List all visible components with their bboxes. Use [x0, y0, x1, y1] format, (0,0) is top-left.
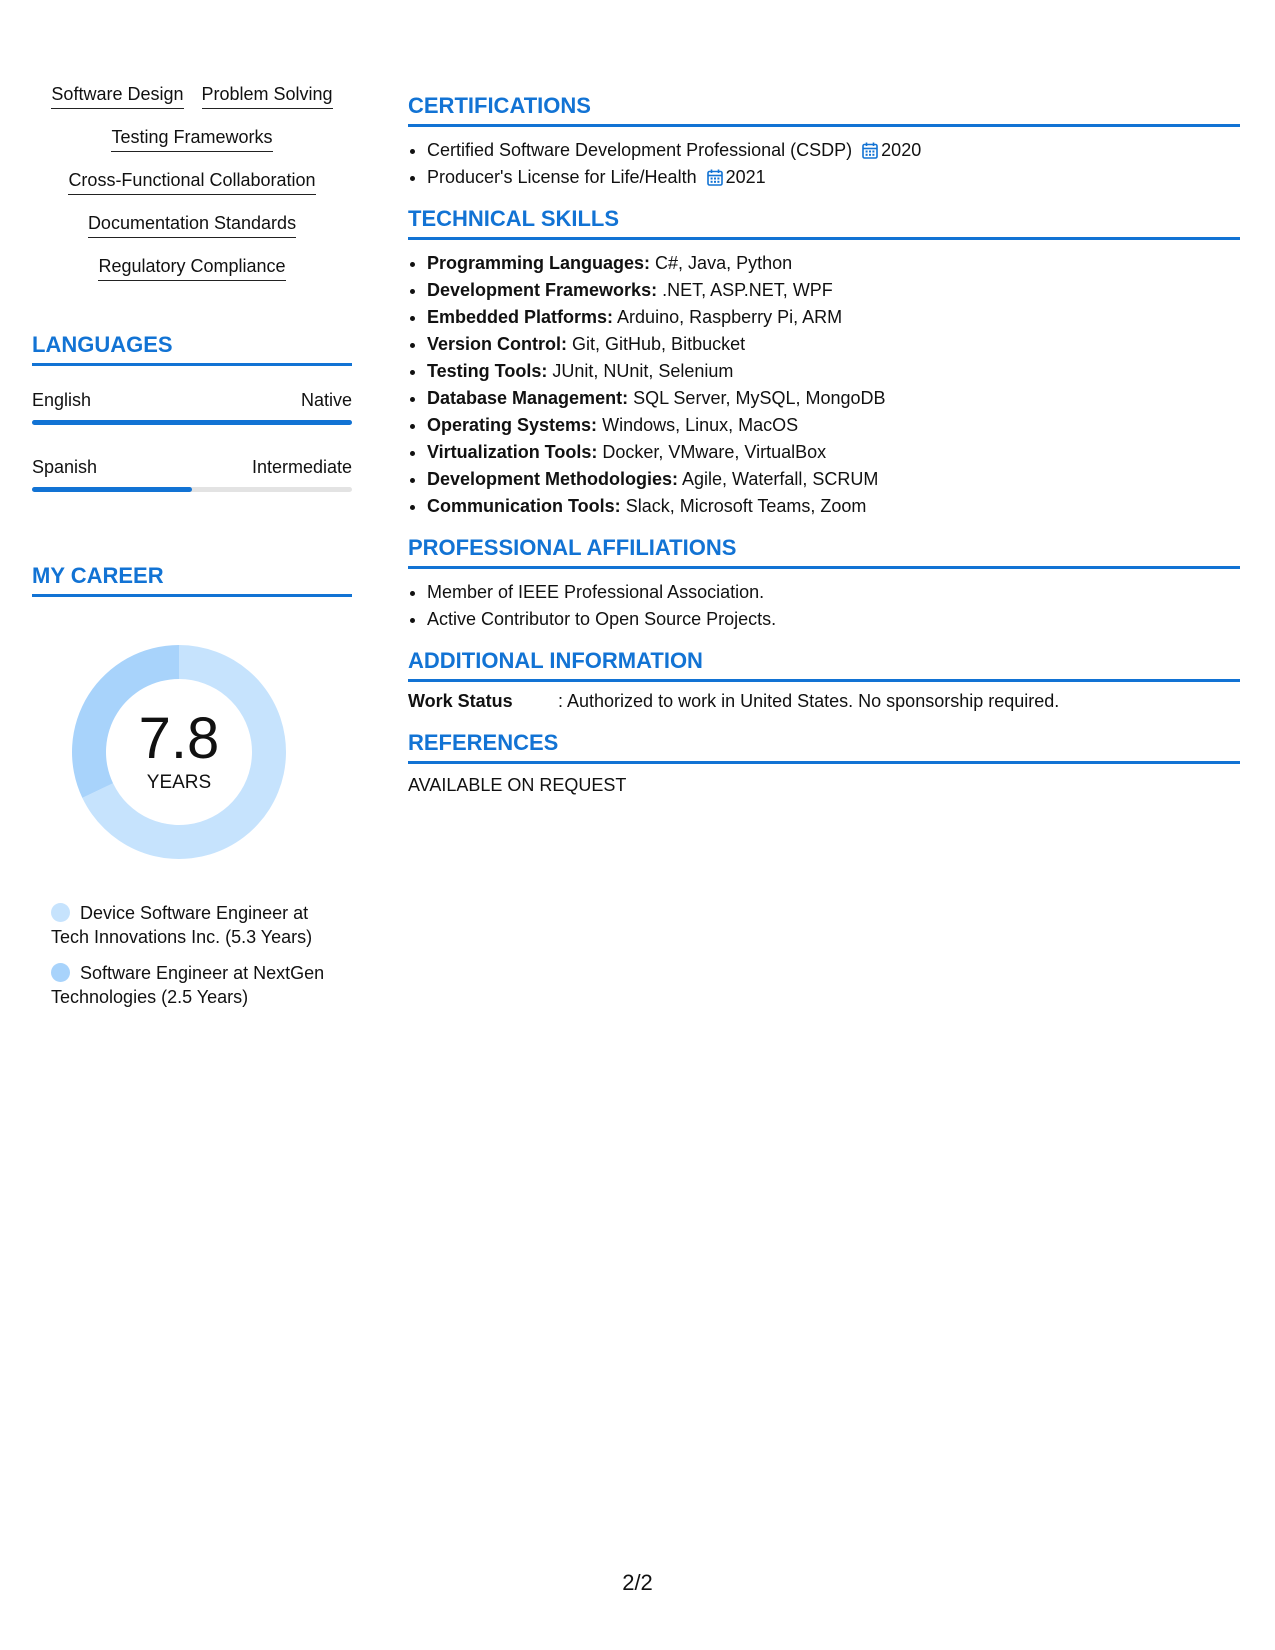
skill-label: Operating Systems: [427, 415, 598, 435]
skill-value: Agile, Waterfall, SCRUM [682, 469, 879, 489]
skill-item [427, 250, 1240, 277]
work-status-key: Work Status [408, 691, 513, 711]
right-column [408, 92, 1240, 799]
skill-value: SQL Server, MySQL, MongoDB [633, 388, 886, 408]
language-bar-fill [32, 487, 192, 492]
affiliation-item: • Active Contributor to Open Source Projects. [427, 606, 1240, 633]
skill-label: Version Control: [427, 334, 568, 354]
skill-tag: Problem Solving [202, 82, 333, 109]
skill-tag: Documentation Standards [88, 211, 296, 238]
certification-year: 2020 [881, 140, 922, 160]
career-total: 7.8 [138, 706, 220, 771]
skill-value: C#, Java, Python [655, 253, 793, 273]
skill-value: Arduino, Raspberry Pi, ARM [617, 307, 843, 327]
skill-item [427, 331, 1240, 358]
skill-item [427, 412, 1240, 439]
skill-tag: Regulatory Compliance [98, 254, 285, 281]
skill-label: Communication Tools: [427, 496, 621, 516]
skill-value: Windows, Linux, MacOS [602, 415, 799, 435]
language-level: Native [300, 390, 352, 410]
skill-label: Development Methodologies: [427, 469, 679, 489]
skill-value: Git, GitHub, Bitbucket [572, 334, 746, 354]
work-status-value: : Authorized to work in United States. No sponsorship required. [558, 691, 1060, 711]
language-item [32, 455, 352, 492]
skill-label: Virtualization Tools: [427, 442, 598, 462]
skill-item [427, 493, 1240, 520]
legend-label: Device Software Engineer at Tech Innovations Inc. (5.3 Years) [51, 903, 313, 947]
skill-item [427, 304, 1240, 331]
skill-label: Programming Languages: [427, 253, 651, 273]
technical-skills-list [408, 250, 1240, 520]
skill-value: Slack, Microsoft Teams, Zoom [625, 496, 867, 516]
career-donut [64, 637, 294, 867]
language-bar [32, 420, 352, 425]
skill-label: Embedded Platforms: [427, 307, 614, 327]
technical-skills-title: TECHNICAL SKILLS [408, 205, 1240, 240]
skill-item [427, 385, 1240, 412]
skill-value: JUnit, NUnit, Selenium [552, 361, 734, 381]
certification-name: Producer's License for Life/Health [427, 167, 697, 187]
skill-item [427, 466, 1240, 493]
legend-label: Software Engineer at NextGen Technologies (2.5 Years) [51, 963, 325, 1007]
language-name: English [32, 390, 92, 410]
legend-item [51, 901, 331, 949]
additional-info-title: ADDITIONAL INFORMATION [408, 647, 1240, 682]
skill-tag: Software Design [51, 82, 183, 109]
skill-tag: Cross-Functional Collaboration [68, 168, 315, 195]
certification-year: 2021 [725, 167, 766, 187]
language-level: Intermediate [251, 457, 352, 477]
language-item [32, 388, 352, 425]
career-unit: YEARS [146, 772, 212, 793]
skill-label: Development Frameworks: [427, 280, 658, 300]
legend-item [51, 961, 331, 1009]
page-number: 2/2 [622, 1570, 653, 1595]
work-status-row [408, 688, 1240, 715]
skill-item [427, 358, 1240, 385]
certification-item [427, 164, 1240, 191]
calendar-icon [862, 142, 878, 159]
career-title: MY CAREER [32, 562, 352, 597]
affiliations-title: PROFESSIONAL AFFILIATIONS [408, 534, 1240, 569]
affiliations-list [408, 579, 1240, 633]
certifications-list [408, 137, 1240, 191]
skill-item [427, 277, 1240, 304]
skill-item [427, 439, 1240, 466]
legend-dot-icon [51, 903, 70, 922]
legend-dot-icon [51, 963, 70, 982]
career-legend [51, 901, 331, 1009]
skill-value: Docker, VMware, VirtualBox [602, 442, 827, 462]
language-bar-fill [32, 420, 352, 425]
skill-label: Testing Tools: [427, 361, 548, 381]
skill-label: Database Management: [427, 388, 629, 408]
references-title: REFERENCES [408, 729, 1240, 764]
affiliation-item: • Member of IEEE Professional Association. [427, 579, 1240, 606]
languages-title: LANGUAGES [32, 331, 352, 366]
language-name: Spanish [32, 457, 98, 477]
references-text: AVAILABLE ON REQUEST [408, 775, 627, 795]
skill-value: .NET, ASP.NET, WPF [662, 280, 833, 300]
certifications-title: CERTIFICATIONS [408, 92, 1240, 127]
skills-tags [32, 82, 352, 281]
skill-tag: Testing Frameworks [111, 125, 272, 152]
left-column [32, 82, 352, 1021]
calendar-icon [707, 169, 723, 186]
language-bar [32, 487, 352, 492]
certification-name: Certified Software Development Professional (CSDP) [427, 140, 853, 160]
certification-item [427, 137, 1240, 164]
